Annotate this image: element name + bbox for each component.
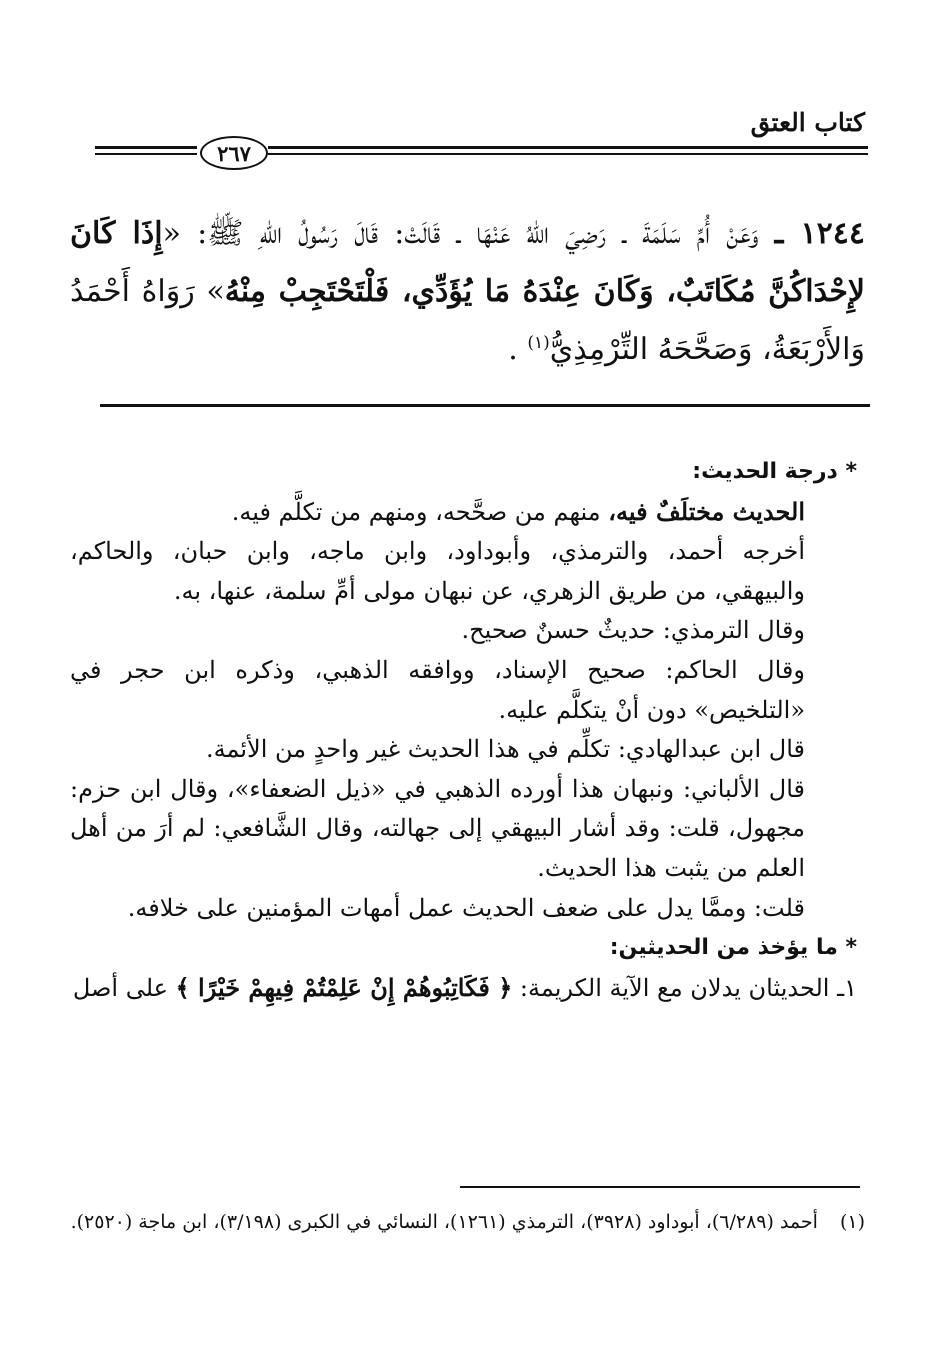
footnote-rule: [460, 1186, 860, 1188]
degree-rest: منهم من صحَّحه، ومنهم من تكلَّم فيه.: [231, 497, 609, 526]
takhrij-paragraph: أخرجه أحمد، والترمذي، وأبوداود، وابن ماجه، وابن حبان، والحاكم، والبيهقي، من طريق الزهري، عن نبهان مولى أمِّ سلمة، عنها، به.: [70, 537, 805, 605]
page-number: ٢٦٧: [200, 136, 268, 170]
quran-verse: ﴿ فَكَاتِبُوهُمْ إِنْ عَلِمْتُمْ فِيهِمْ خَيْرًا ﴾: [175, 972, 513, 1002]
footnote-1: [70, 1206, 865, 1239]
footnote-1-text: أحمد (٦/٢٨٩)، أبوداود (٣٩٢٨)، الترمذي (١٢٦١)، النسائي في الكبرى (٣/١٩٨)، ابن ماجة (٢٥٢٠).: [70, 1211, 818, 1233]
section-divider: [100, 404, 870, 407]
footnote-marker[interactable]: (١): [527, 333, 550, 353]
footnotes: [70, 1206, 865, 1239]
hadith-text: [70, 205, 865, 379]
header-rule-right: [268, 146, 868, 149]
lesson-1-start: ١ـ الحديثان يدلان مع الآية الكريمة:: [512, 973, 857, 1002]
hakim-paragraph: وقال الحاكم: صحيح الإسناد، ووافقه الذهبي، وذكره ابن حجر في «التلخيص» دون أنْ يتكلَّم عليه.: [70, 655, 805, 724]
hadith-intro: وَعَنْ أُمِّ سَلَمَةَ ـ رَضِيَ اللهُ عَنْهَا ـ قَالَتْ: قَالَ رَسُولُ اللهِ ﷺ: «: [162, 216, 759, 251]
hadith-number: ١٢٤٤ ـ: [774, 216, 865, 251]
lesson-1-end: على أصل: [72, 973, 176, 1002]
header-rule-left: [95, 146, 197, 149]
tirmidhi-paragraph: وقال الترمذي: حديثٌ حسنٌ صحيح.: [461, 616, 805, 645]
abdulhadi-paragraph: قال ابن عبدالهادي: تكلِّم في هذا الحديث غير واحدٍ من الأئمة.: [205, 735, 805, 764]
lesson-1: [70, 968, 865, 1009]
header-rule-left-thin: [95, 153, 197, 155]
hadith-quote: إِذَا كَانَ لإِحْدَاكُنَّ مُكَاتَبٌ، وَكَانَ عِنْدَهُ مَا يُؤَدِّي، فَلْتَحْتَجِبْ مِنْهُ: [70, 216, 865, 309]
degree-heading: * درجة الحديث:: [692, 459, 857, 484]
albani-paragraph: قال الألباني: ونبهان هذا أورده الذهبي في «ذيل الضعفاء»، وقال ابن حزم: مجهول، قلت: وقد أشار البيهقي إلى جهالته، وقال الشَّافعي: لم أرَ من أهل العلم من يثبت هذا الحديث.: [70, 774, 805, 882]
degree-paragraph: [70, 492, 865, 533]
hadith-narration: » رَوَاهُ أَحْمَدُ وَالأَرْبَعَةُ، وَصَحَّحَهُ التِّرْمِذِيُّ: [70, 274, 865, 367]
footnote-1-mark: (١): [839, 1211, 865, 1233]
hadith-end: .: [508, 332, 528, 367]
running-title: كتاب العتق: [750, 108, 865, 137]
lessons-heading: * ما يؤخذ من الحديثين:: [609, 935, 857, 961]
commentary: [70, 452, 865, 1008]
degree-bold: الحديث مختلَفٌ فيه،: [608, 496, 805, 526]
header-rule-right-thin: [268, 153, 868, 155]
qultu-paragraph: قلت: وممَّا يدل على ضعف الحديث عمل أمهات المؤمنين على خلافه.: [127, 893, 805, 922]
